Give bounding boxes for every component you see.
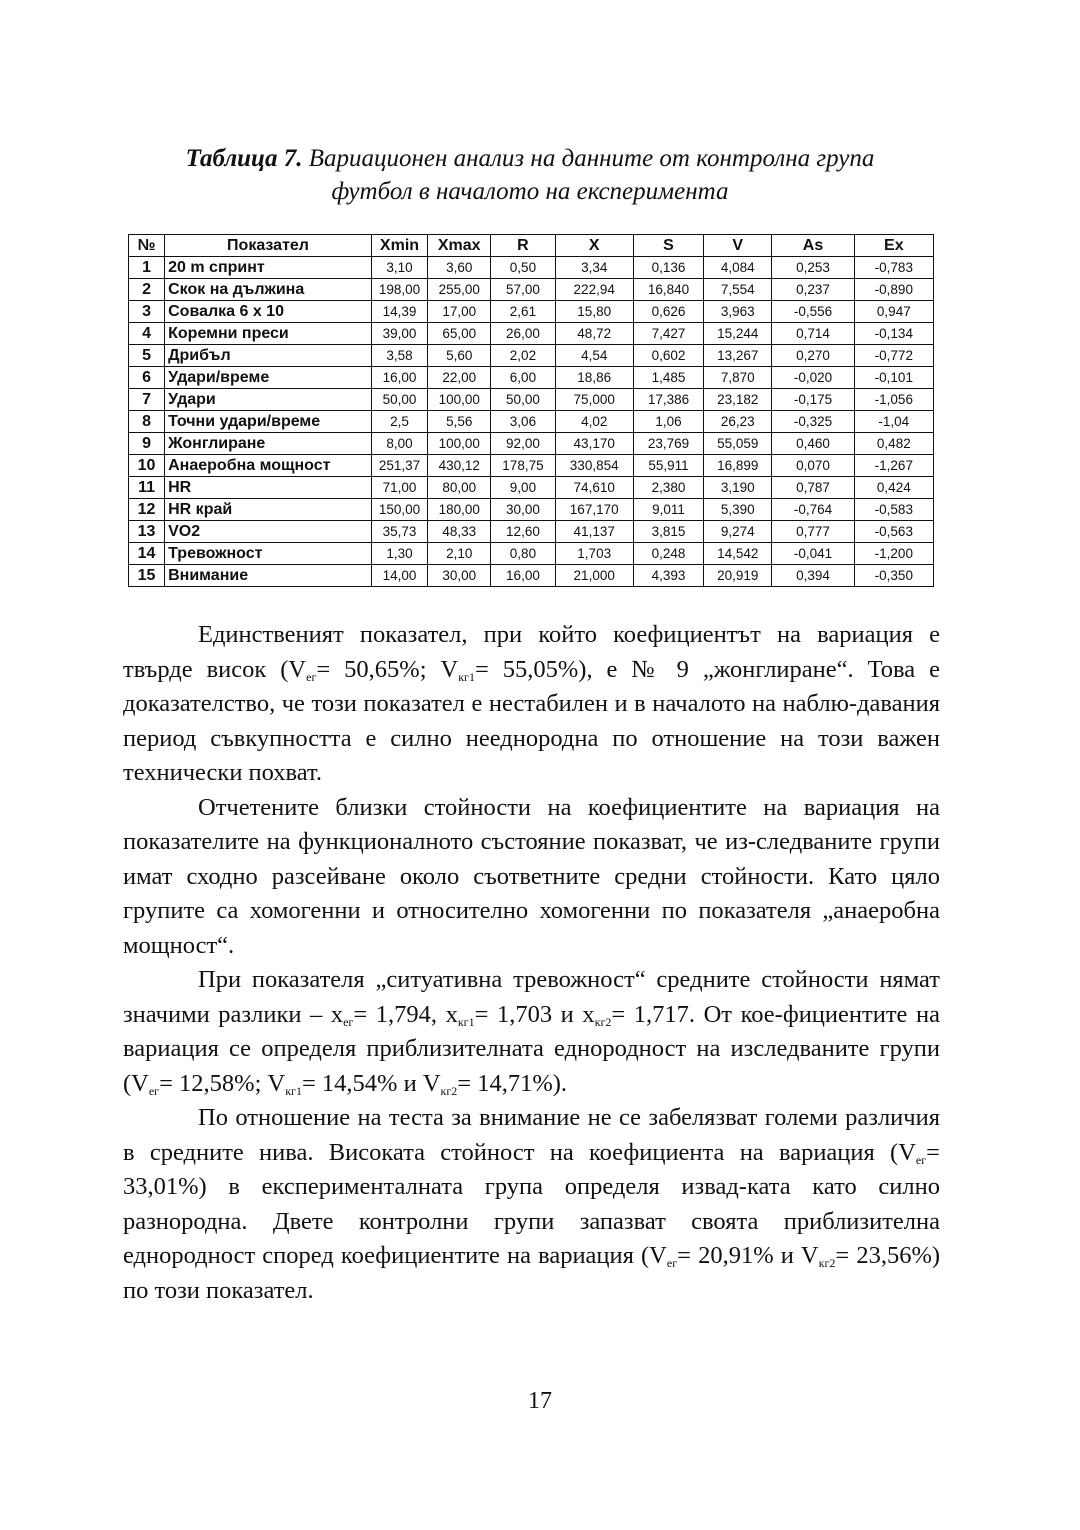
subscript: кг1	[457, 1014, 475, 1029]
table-cell: 0,602	[633, 345, 703, 367]
indicator-name: 20 m спринт	[165, 257, 372, 279]
row-number: 11	[129, 477, 165, 499]
text-run: = 23,56%) по този показател.	[123, 1242, 941, 1304]
table-cell: 8,00	[371, 433, 427, 455]
caption-text: Вариационен анализ на данните от контролна група	[302, 145, 875, 172]
subscript: ег	[915, 1152, 927, 1167]
subscript: ег	[148, 1083, 160, 1098]
row-number: 4	[129, 323, 165, 345]
table-cell: 0,714	[772, 323, 854, 345]
table-cell: 12,60	[491, 521, 555, 543]
table-cell: -0,020	[772, 367, 854, 389]
paragraph	[123, 791, 940, 964]
table-row	[129, 499, 934, 521]
table-cell: 4,54	[555, 345, 633, 367]
indicator-name: Внимание	[165, 565, 372, 587]
table-row	[129, 543, 934, 565]
table-row	[129, 521, 934, 543]
table-cell: -0,556	[772, 301, 854, 323]
table-cell: 4,02	[555, 411, 633, 433]
table-cell: 43,170	[555, 433, 633, 455]
subscript: ег	[666, 1256, 678, 1270]
table-cell: 20,919	[704, 565, 772, 587]
table-row	[129, 565, 934, 587]
table-cell: 0,424	[854, 477, 933, 499]
col-header-v: V	[704, 235, 772, 257]
table-cell: 0,482	[854, 433, 933, 455]
table-cell: 3,963	[704, 301, 772, 323]
table-row	[129, 257, 934, 279]
indicator-name: Жонглиране	[165, 433, 372, 455]
text-run: Единственият показател, при който коефициентът на вариация е твърде висок (V	[123, 621, 940, 683]
table-cell: -0,325	[772, 411, 854, 433]
table-body	[129, 257, 934, 587]
table-cell: 0,248	[633, 543, 703, 565]
table-cell: 92,00	[491, 433, 555, 455]
table-cell: 55,911	[633, 455, 703, 477]
table-cell: 3,60	[428, 257, 491, 279]
table-cell: 55,059	[704, 433, 772, 455]
table-cell: 0,777	[772, 521, 854, 543]
text-run: = 50,65%; V	[316, 655, 459, 683]
table-cell: 1,30	[371, 543, 427, 565]
table-cell: 14,00	[371, 565, 427, 587]
table-cell: 7,427	[633, 323, 703, 345]
table-cell: 26,23	[704, 411, 772, 433]
table-cell: 65,00	[428, 323, 491, 345]
table-cell: 9,011	[633, 499, 703, 521]
table-cell: 26,00	[491, 323, 555, 345]
table-cell: -0,350	[854, 565, 933, 587]
indicator-name: HR	[165, 477, 372, 499]
table-cell: 7,870	[704, 367, 772, 389]
table-cell: 222,94	[555, 279, 633, 301]
table-cell: 330,854	[555, 455, 633, 477]
subscript: кг2	[818, 1256, 836, 1270]
table-cell: 1,485	[633, 367, 703, 389]
table-cell: 57,00	[491, 279, 555, 301]
row-number: 14	[129, 543, 165, 565]
table-cell: 6,00	[491, 367, 555, 389]
row-number: 8	[129, 411, 165, 433]
body-text	[123, 618, 940, 1308]
table-cell: 0,460	[772, 433, 854, 455]
text-run: По отношение на теста за внимание не се забелязват големи различия в средните нива. Високата стойност на коефициента на вариация (V	[123, 1104, 940, 1166]
table-cell: 3,06	[491, 411, 555, 433]
table-cell: 5,390	[704, 499, 772, 521]
col-header-s: S	[633, 235, 703, 257]
table-cell: 5,56	[428, 411, 491, 433]
row-number: 10	[129, 455, 165, 477]
table-cell: -0,783	[854, 257, 933, 279]
table-cell: -0,101	[854, 367, 933, 389]
table-cell: 100,00	[428, 389, 491, 411]
indicator-name: Точни удари/време	[165, 411, 372, 433]
table-cell: -0,563	[854, 521, 933, 543]
table-cell: 41,137	[555, 521, 633, 543]
table-cell: 178,75	[491, 455, 555, 477]
table-cell: 9,00	[491, 477, 555, 499]
table-row	[129, 455, 934, 477]
paragraph	[123, 618, 940, 791]
table-cell: 3,58	[371, 345, 427, 367]
indicator-name: Совалка 6 x 10	[165, 301, 372, 323]
paragraph	[123, 1101, 940, 1308]
table-cell: 3,815	[633, 521, 703, 543]
text-run: = 12,58%; V	[159, 1069, 286, 1097]
table-cell: 2,5	[371, 411, 427, 433]
col-header-xmin: Xmin	[371, 235, 427, 257]
caption-label: Таблица 7.	[185, 145, 303, 172]
indicator-name: Удари	[165, 389, 372, 411]
table-cell: 16,840	[633, 279, 703, 301]
subscript: кг1	[285, 1083, 302, 1098]
table-cell: 16,00	[491, 565, 555, 587]
table-cell: 74,610	[555, 477, 633, 499]
table-cell: 50,00	[491, 389, 555, 411]
table-cell: -0,041	[772, 543, 854, 565]
table-row	[129, 345, 934, 367]
caption-line-2: футбол в началото на експеримента	[331, 178, 729, 205]
table-cell: 0,947	[854, 301, 933, 323]
table-cell: 71,00	[371, 477, 427, 499]
table-cell: -0,890	[854, 279, 933, 301]
table-row	[129, 433, 934, 455]
paragraph	[123, 963, 940, 1101]
table-cell: 0,253	[772, 257, 854, 279]
col-header-num: №	[129, 235, 165, 257]
row-number: 1	[129, 257, 165, 279]
text-run: = 14,54% и V	[301, 1069, 441, 1097]
table-cell: 0,787	[772, 477, 854, 499]
text-run: Отчетените близки стойности на коефициентите на вариация на показателите на функционалното състояние показват, че из-следваните групи имат сходно разсейване около съответните средни стойности. Като цяло групите са хомогенни и относително хомогенни по показателя „анаеробна мощност“.	[123, 793, 940, 959]
text-run: = 33,01%) в експерименталната група определя извад-ката като силно разнородна. Двете контролни групи запазват своята приблизителна еднородност според коефициентите на вариация (V	[123, 1138, 940, 1269]
col-header-xmax: Xmax	[428, 235, 491, 257]
table-cell: 14,542	[704, 543, 772, 565]
table-cell: 15,80	[555, 301, 633, 323]
row-number: 6	[129, 367, 165, 389]
table-cell: 4,393	[633, 565, 703, 587]
table-row	[129, 389, 934, 411]
table-cell: 150,00	[371, 499, 427, 521]
table-row	[129, 301, 934, 323]
subscript: кг1	[458, 669, 475, 684]
table-cell: -1,056	[854, 389, 933, 411]
table-cell: -0,583	[854, 499, 933, 521]
table-cell: 251,37	[371, 455, 427, 477]
table-cell: 30,00	[491, 499, 555, 521]
table-cell: 48,33	[428, 521, 491, 543]
table-cell: 16,00	[371, 367, 427, 389]
table-cell: 7,554	[704, 279, 772, 301]
table-cell: 0,136	[633, 257, 703, 279]
text-run: = 14,71%).	[457, 1069, 568, 1097]
row-number: 2	[129, 279, 165, 301]
table-cell: 17,386	[633, 389, 703, 411]
table-row	[129, 477, 934, 499]
table-cell: 2,10	[428, 543, 491, 565]
table-cell: 198,00	[371, 279, 427, 301]
subscript: кг2	[594, 1014, 612, 1029]
table-row	[129, 323, 934, 345]
table-cell: 180,00	[428, 499, 491, 521]
col-header-indicator: Показател	[165, 235, 372, 257]
row-number: 3	[129, 301, 165, 323]
table-cell: 0,626	[633, 301, 703, 323]
text-run: = 1,703 и x	[474, 1000, 595, 1028]
table-cell: 9,274	[704, 521, 772, 543]
table-caption	[120, 142, 940, 208]
table-cell: 35,73	[371, 521, 427, 543]
col-header-r: R	[491, 235, 555, 257]
table-cell: 1,703	[555, 543, 633, 565]
table-cell: 167,170	[555, 499, 633, 521]
table-cell: 48,72	[555, 323, 633, 345]
table-row	[129, 411, 934, 433]
col-header-x: X	[555, 235, 633, 257]
row-number: 5	[129, 345, 165, 367]
table-cell: 0,270	[772, 345, 854, 367]
subscript: кг2	[440, 1083, 458, 1098]
table-cell: 21,000	[555, 565, 633, 587]
table-cell: 13,267	[704, 345, 772, 367]
table-row	[129, 279, 934, 301]
table-cell: 255,00	[428, 279, 491, 301]
col-header-as: As	[772, 235, 854, 257]
table-cell: 3,34	[555, 257, 633, 279]
table-cell: 23,182	[704, 389, 772, 411]
text-run: При показателя „ситуативна тревожност“ средните стойности нямат значими разлики – x	[123, 966, 940, 1028]
variation-analysis-table	[128, 234, 934, 587]
table-cell: 0,070	[772, 455, 854, 477]
row-number: 15	[129, 565, 165, 587]
row-number: 13	[129, 521, 165, 543]
table-cell: 22,00	[428, 367, 491, 389]
table-cell: 2,61	[491, 301, 555, 323]
table-cell: 0,237	[772, 279, 854, 301]
table-cell: 3,190	[704, 477, 772, 499]
indicator-name: Удари/време	[165, 367, 372, 389]
table-header-row	[129, 235, 934, 257]
indicator-name: HR край	[165, 499, 372, 521]
table-cell: 50,00	[371, 389, 427, 411]
table-cell: 16,899	[704, 455, 772, 477]
table-cell: 430,12	[428, 455, 491, 477]
indicator-name: Дрибъл	[165, 345, 372, 367]
table-cell: 15,244	[704, 323, 772, 345]
table-cell: 23,769	[633, 433, 703, 455]
table-cell: 5,60	[428, 345, 491, 367]
indicator-name: VO2	[165, 521, 372, 543]
table-cell: 0,394	[772, 565, 854, 587]
row-number: 7	[129, 389, 165, 411]
table-cell: 17,00	[428, 301, 491, 323]
row-number: 9	[129, 433, 165, 455]
table-cell: 0,80	[491, 543, 555, 565]
row-number: 12	[129, 499, 165, 521]
table-cell: 14,39	[371, 301, 427, 323]
table-cell: 3,10	[371, 257, 427, 279]
indicator-name: Коремни преси	[165, 323, 372, 345]
table-cell: 18,86	[555, 367, 633, 389]
table-cell: 2,380	[633, 477, 703, 499]
table-cell: -1,267	[854, 455, 933, 477]
table-cell: -0,772	[854, 345, 933, 367]
table-cell: 4,084	[704, 257, 772, 279]
table-cell: 0,50	[491, 257, 555, 279]
table-cell: 80,00	[428, 477, 491, 499]
table-cell: 100,00	[428, 433, 491, 455]
col-header-ex: Ex	[854, 235, 933, 257]
subscript: ег	[343, 1014, 354, 1029]
table-cell: 30,00	[428, 565, 491, 587]
table-cell: -1,04	[854, 411, 933, 433]
table-cell: 75,000	[555, 389, 633, 411]
table-cell: 1,06	[633, 411, 703, 433]
table-cell: -0,134	[854, 323, 933, 345]
page-number: 17	[528, 1388, 552, 1414]
table-cell: 39,00	[371, 323, 427, 345]
table-cell: -0,175	[772, 389, 854, 411]
table-cell: -1,200	[854, 543, 933, 565]
table-row	[129, 367, 934, 389]
text-run: = 1,717. От кое-фициентите на вариация се определя приблизителната еднородност на изследваните групи (V	[123, 1000, 940, 1097]
indicator-name: Анаеробна мощност	[165, 455, 372, 477]
table-cell: 2,02	[491, 345, 555, 367]
text-run: = 55,05%), е № 9 „жонглиране“. Това е доказателство, че този показател е нестабилен и в началото на наблю-давания период съвкупността е силно нееднородна по отношение на този важен технически похват.	[123, 655, 940, 786]
indicator-name: Тревожност	[165, 543, 372, 565]
text-run: = 20,91% и V	[677, 1242, 819, 1269]
table-cell: -0,764	[772, 499, 854, 521]
text-run: = 1,794, x	[353, 1000, 458, 1028]
subscript: ег	[306, 669, 317, 684]
indicator-name: Скок на дължина	[165, 279, 372, 301]
